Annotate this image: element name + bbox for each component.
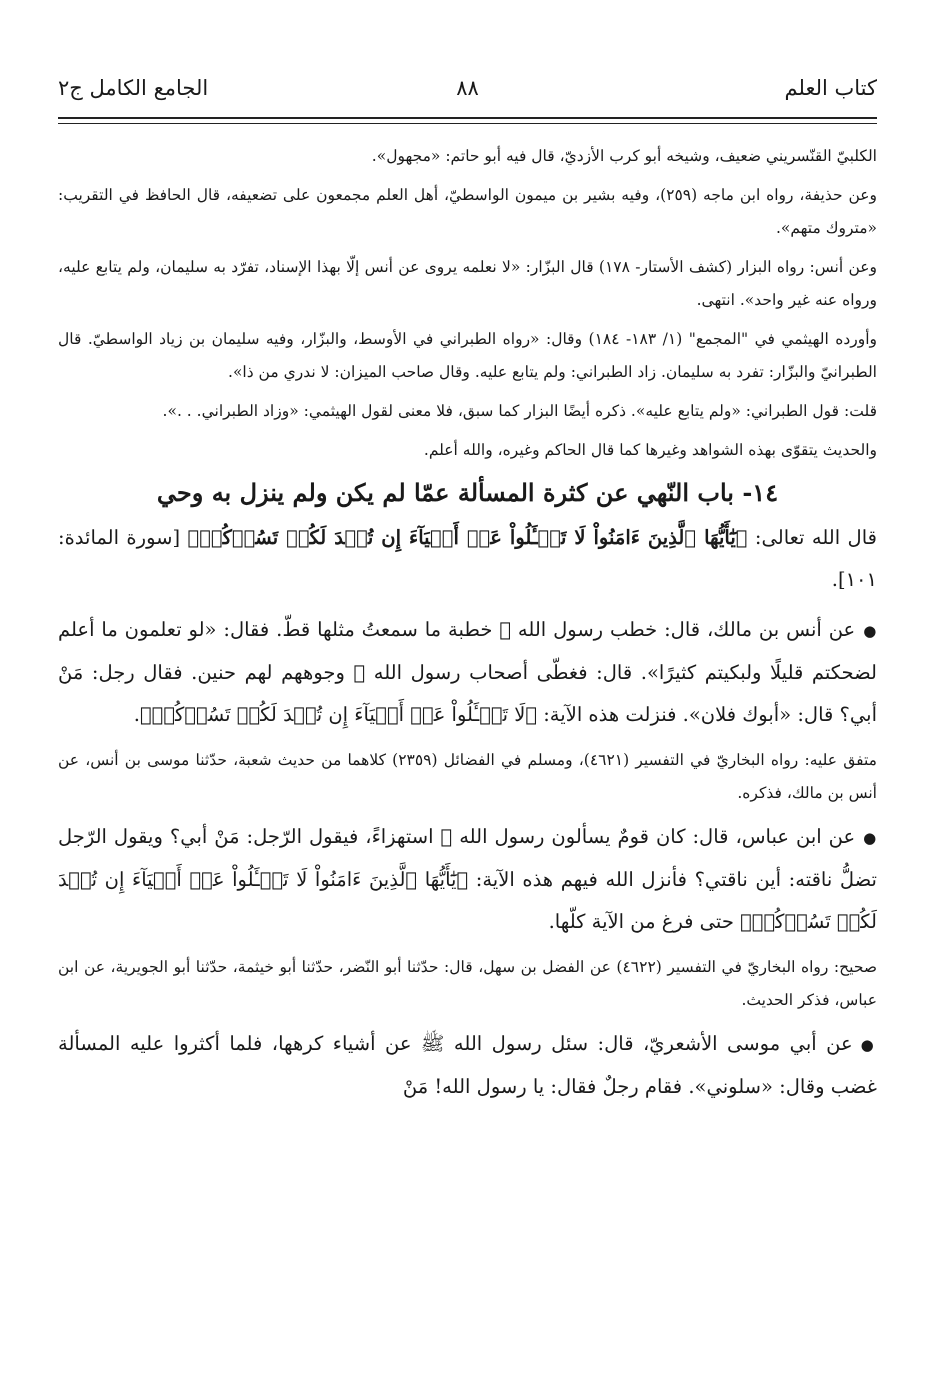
hadith-text: عن أبي موسى الأشعريّ، قال: سئل رسول الله ﷺ عن أشياء كرهها، فلما أكثروا عليه المسألة غضب وقال: «سلوني». فقام رجلٌ فقال: يا رسول الله! مَنْ	[58, 1032, 877, 1098]
chapter-heading: ١٤- باب النّهي عن كثرة المسألة عمّا لم يكن ولم ينزل به وحي	[156, 478, 779, 507]
bullet-icon: ●	[863, 829, 877, 847]
page-number: ٨٨	[456, 76, 479, 100]
bullet-icon: ●	[860, 1036, 877, 1054]
footnote-paragraph: صحيح: رواه البخاريّ في التفسير (٤٦٢٢) عن الفضل بن سهل، قال: حدّثنا أبو النّضر، حدّثنا أبو خيثمة، حدّثنا أبو الجويرية، عن ابن عباس، فذكر الحديث.	[58, 958, 877, 1009]
footnote-paragraph: والحديث يتقوّى بهذه الشواهد وغيرها كما قال الحاكم وغيره، والله أعلم.	[423, 441, 877, 459]
book-section-title: كتاب العلم	[784, 76, 877, 100]
footnote-paragraph: وعن أنس: رواه البزار (كشف الأستار- ١٧٨) قال البزّار: «لا نعلمه يروى عن أنس إلّا بهذا الإسناد، تفرّد به سليمان، ولم يتابع عليه، ورواه عنه غير واحد». انتهى.	[58, 258, 877, 309]
hadith-text: عن أنس بن مالك، قال: خطب رسول الله ﷺ خطبة ما سمعتُ مثلها قطّ. فقال: «لو تعلمون ما أعلم لضحكتم قليلًا ولبكيتم كثيرًا». قال: فغطّى أصحاب رسول الله ﷺ وجوههم لهم حنين. فقال رجل: مَنْ أبي؟ قال: «أبوك فلان». فنزلت هذه الآية: ﴿لَا تَسۡـَٔلُواْ عَنۡ أَشۡيَآءَ إِن تُبۡدَ لَكُمۡ تَسُؤۡكُمۡ﴾.	[58, 618, 877, 726]
page-header	[58, 70, 877, 110]
hadith-paragraph	[58, 609, 877, 736]
hadith-text: عن ابن عباس، قال: كان قومٌ يسألون رسول الله ﷺ استهزاءً، فيقول الرّجل: مَنْ أبي؟ ويقول الرّجل تضلُّ ناقته: أين ناقتي؟ فأنزل الله فيهم هذه الآية: ﴿يَٰٓأَيُّهَا ٱلَّذِينَ ءَامَنُواْ لَا تَسۡـَٔلُواْ عَنۡ أَشۡيَآءَ إِن تُبۡدَ لَكُمۡ تَسُؤۡكُمۡ﴾ حتى فرغ من الآية كلّها.	[58, 825, 877, 933]
footnote-paragraph: متفق عليه: رواه البخاريّ في التفسير (٤٦٢١)، ومسلم في الفضائل (٢٣٥٩) كلاهما من حديث شعبة، حدّثنا موسى بن أنس، عن أنس بن مالك، فذكره.	[58, 751, 877, 802]
page-body	[58, 140, 877, 1116]
header-rule-thin	[58, 123, 877, 124]
footnote-paragraph: الكلبيّ القنّسريني ضعيف، وشيخه أبو كرب الأزديّ، قال فيه أبو حاتم: «مجهول».	[371, 147, 877, 165]
verse-paragraph	[58, 517, 877, 601]
bullet-icon: ●	[863, 622, 877, 640]
quran-verse: ﴿يَٰٓأَيُّهَا ٱلَّذِينَ ءَامَنُواْ لَا تَسۡـَٔلُواْ عَنۡ أَشۡيَآءَ إِن تُبۡدَ لَكُمۡ تَسُؤۡكُمۡ﴾	[187, 526, 748, 549]
verse-reference: [سورة المائدة: ١٠١].	[58, 526, 877, 591]
footnote-paragraph: وعن حذيفة، رواه ابن ماجه (٢٥٩)، وفيه بشير بن ميمون الواسطيّ، أهل العلم مجمعون على تضعيفه، قال الحافظ في التقريب: «متروك متهم».	[58, 186, 877, 237]
header-rule-thick	[58, 117, 877, 119]
hadith-paragraph	[58, 816, 877, 943]
footnote-paragraph: قلت: قول الطبراني: «ولم يتابع عليه». ذكره أيضًا البزار كما سبق، فلا معنى لقول الهيثمي: «وزاد الطبراني. . .».	[162, 402, 877, 420]
verse-intro-text: قال الله تعالى:	[747, 526, 877, 549]
volume-title: الجامع الكامل ج٢	[58, 76, 209, 100]
footnote-paragraph: وأورده الهيثمي في "المجمع" (١/ ١٨٣- ١٨٤) وقال: «رواه الطبراني في الأوسط، والبزّار، وفيه سليمان بن زياد الواسطيّ. قال الطبرانيّ والبزّار: تفرد به سليمان. زاد الطبراني: ولم يتابع عليه. وقال صاحب الميزان: لا ندري من ذا».	[58, 330, 878, 381]
hadith-paragraph	[58, 1023, 877, 1108]
